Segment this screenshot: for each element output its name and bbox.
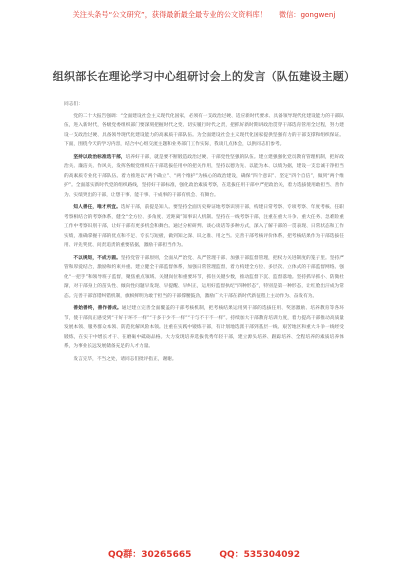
closing-paragraph [64,355,344,365]
paragraph-1-text: 党的二十大报告强调：“全面建设社会主义现代化国家，必须有一支政治过硬、适应新时代要求、具备领导现代化建设能力的干部队伍，进入新时代，各级党委组织部门要深刻把握时代之变、切实履行时代之责，把抓好新时期讲政治贯穿干部选育管用全过程，努力建设一支政治过硬、具备领导现代化建设能力的高素质干部队伍。为全面建设社会主义现代化国家提供坚强有力的干部支撑和组织保证。下面，围绕今天的学习内容，结合中心组交流主题和业务部门工作实际，我谈几点体会，以供同志们参考。 [64,113,344,147]
document-title: 组织部长在理论学习中心组研讨会上的发言（队伍建设主题） [52,70,356,83]
paragraph-2 [64,153,344,201]
footer-contact [0,549,408,561]
closing-text: 发言完毕，不当之处，请同志们批评指正，谢谢。 [73,356,177,362]
paragraph-4-text: 坚持党管干部原则，全面从严治党、从严管理干部、加强干部监督管理，把权力关进制度的笼子里。坚持严管和厚爱结合，激励和约束并重。建立健全干部监督体系，加强日常管理监督，着力构建全方位、多层次、立体式的干部监督网络。强化“一把手”和领导班子监督，聚焦重点领域、关键岗位和重要环节，抓住关键少数，推动监督下沉、监督落地。坚持抓早抓小、防微杜渐，对干部身上的苗头性、倾向性问题早发现、早提醒、早纠正，运用好监督执纪“四种形态”，特别是第一种形态，让红脸出汗成为常态。完善干部容错纠错机制，旗帜鲜明为敢于担当的干部撑腰鼓劲，激励广大干部在新时代新征程上主动作为、奋发有为。 [64,255,344,299]
paragraph-3-lead: 知人善任，唯才所宜。 [73,205,121,210]
paragraph-3-text: 选好干部，前提是知人。要坚持全面历史辩证地考察识别干部，构建日常考察、专项考察、年度考核、任职考察相结合的考察体系，健全“全方位、多角度、近距离”知事识人机制。坚持在一线考察干部，注重在重大斗争、重大任务、急难险重工作中考察识别干部，让好干部有更多机会和舞台。通过分析研判、谈心谈话等多种方式，深入了解干部的一贯表现、日常状态和工作实绩，准确掌握干部的优点和不足、专长与短板，做到知之深、识之准、用之当。完善干部考核评价体系，把考核结果作为干部选拔任用、评先奖优、问责追责的重要依据，激励干部担当作为。 [64,205,344,248]
paragraph-1 [64,112,344,150]
greeting: 同志们： [64,102,83,107]
banner-right-text: 微信：gongwenj [278,10,336,19]
paragraph-5-lead: 善始善终，善作善成。 [73,306,122,311]
footer-qq-group: QQ群：30265665 [107,550,192,560]
footer-qq: QQ：535304092 [219,550,301,560]
paragraph-5-text: 通过建立完善全面覆盖的干部考核机制，把考核结果运用到干部的选拔任用、奖惩激励、培养教育等各环节，使干部真正感受到“干好干坏不一样”“干多干少不一样”“干与不干不一样”。持续加大干部教育培训力度，着力提高干部推动高质量发展本领、服务群众本领、防范化解风险本领。注重在实践中锻炼干部，有计划地选派干部到基层一线、艰苦地区和重大斗争一线经受锻炼，在实干中增长才干、在磨砺中砥砺品格。大力发现培养选拔优秀年轻干部，建立源头培养、跟踪培养、全程培养的素质培养体系，为事业长远发展储备充足的人才力量。 [64,306,344,349]
paragraph-2-text: 培养好干部，就是要不断锻造政治过硬、干部党性坚强的队伍。建立建强强化党员教育管理机制，把好政治关、廉洁关、作风关，发挥各级党组织在干部选拔任用中的把关作用，坚持以德为先、以能为本、以绩为据，建设一支忠诚干净担当的高素质专业化干部队伍。着力推进以“两个确立”、“两个维护”为核心的政治建设，确保“四个意识”、坚定“四个自信”，做到“两个维护”。全面落实新时代党的组织路线，坚持好干部标准，强化政治素质考察，在选拔任用干部中严把政治关，着力选拔使用敢担当、善作为、实绩突出的干部，让想干事、能干事、干成事的干部有机会、有舞台。 [64,154,344,198]
paragraph-3 [64,203,344,251]
paragraph-4-lead: 不以规矩，不成方圆。 [73,255,121,261]
document-body [64,100,344,367]
paragraph-2-lead: 坚持以政治标准选干部， [73,154,126,160]
paragraph-4 [64,254,344,302]
top-banner [0,10,408,20]
banner-left-text: 关注头条号“公文研究”，获得最新最全最专业的公文资料库！ [72,10,267,19]
paragraph-5 [64,304,344,352]
